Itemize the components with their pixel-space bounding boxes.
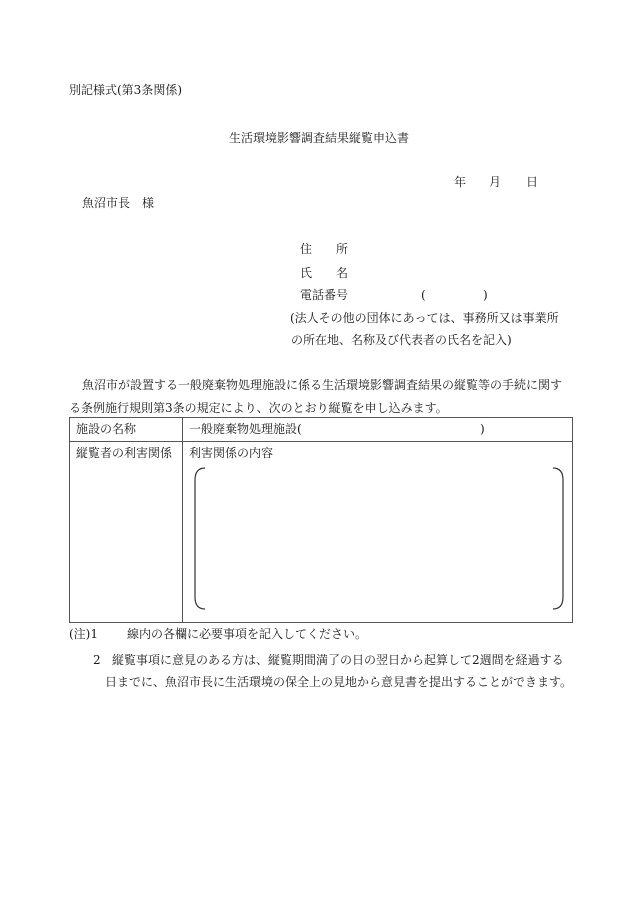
form-label: 別記様式(第3条関係) [69,83,182,97]
facility-name-cell[interactable] [183,418,573,442]
facility-name-row [70,418,573,442]
document-title: 生活環境影響調査結果縦覧申込書 [229,131,410,145]
date-month: 月 [489,175,502,189]
note-prefix: (注)1 [69,627,98,641]
addressee: 魚沼市長 様 [82,196,155,210]
corp-note-line1: (法人その他の団体にあっては、事務所又は事業所 [290,311,559,325]
phone-paren-close: ) [483,288,488,302]
facility-name-label: 施設の名称 [70,418,183,442]
note-1: 線内の各欄に必要事項を記入してください。 [127,627,368,641]
interest-label: 縦覧者の利害関係 [70,442,183,623]
phone-paren-open: ( [421,288,426,302]
interest-bracket-box [193,466,565,611]
interest-value: 利害関係の内容 [189,446,274,460]
note-2-line2: 日までに、魚沼市長に生活環境の保全上の見地から意見書を提出することができます。 [105,675,573,689]
note-2-line1: 縦覧事項に意見のある方は、縦覧期間満了の日の翌日から起算して2週間を経過する [112,653,564,667]
body-line2: る条例施行規則第3条の規定により、次のとおり縦覧を申し込みます。 [69,401,448,415]
name-label: 氏 名 [300,266,349,280]
date-year: 年 [454,175,467,189]
date-day: 日 [526,175,539,189]
body-line1: 魚沼市が設置する一般廃棄物処理施設に係る生活環境影響調査結果の縦覧等の手続に関す [82,378,563,392]
facility-name-value: 一般廃棄物処理施設( [189,422,302,436]
bracket-shape [193,466,565,611]
note-2-number: 2 [93,653,101,667]
phone-label: 電話番号 [300,288,349,302]
address-label: 住 所 [300,242,349,256]
facility-name-close: ) [480,422,485,436]
corp-note-line2: の所在地、名称及び代表者の氏名を記入) [291,333,512,347]
